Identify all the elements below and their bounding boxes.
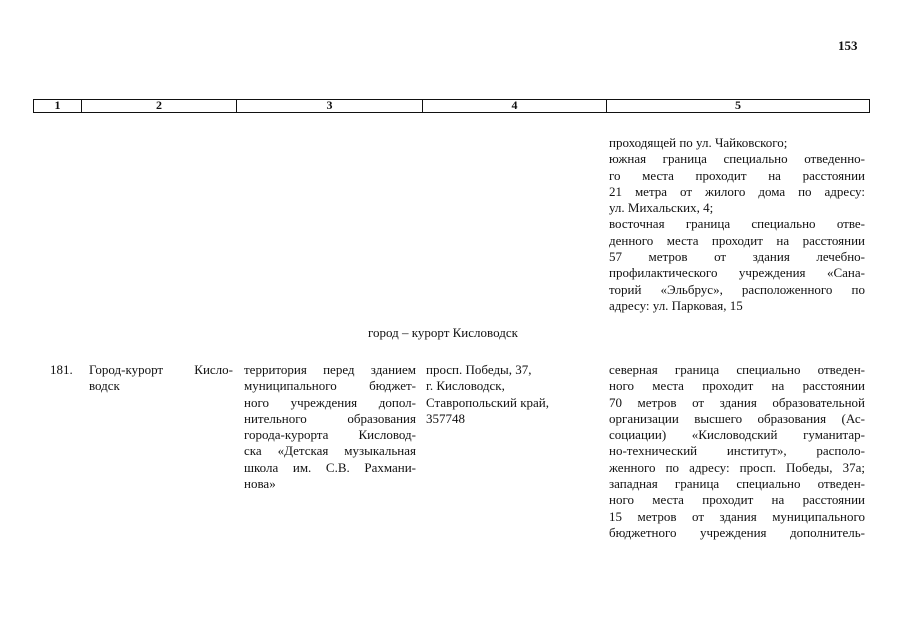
text-line: южная граница специально отведенно- bbox=[609, 151, 865, 167]
text-line: торий «Эльбрус», расположенного по bbox=[609, 281, 865, 297]
row-col4 bbox=[426, 362, 576, 427]
column-header-1: 1 bbox=[34, 100, 82, 112]
text-line: Город-курорт Кисло- bbox=[89, 362, 233, 377]
text-line: просп. Победы, 37, bbox=[426, 362, 532, 377]
column-header-row bbox=[33, 99, 870, 113]
column-header-2: 2 bbox=[82, 100, 237, 112]
column-header-4: 4 bbox=[423, 100, 607, 112]
text-line: женного по адресу: просп. Победы, 37а; bbox=[609, 459, 865, 475]
continuation-text bbox=[609, 135, 865, 314]
page-number: 153 bbox=[838, 38, 858, 53]
text-line: 15 метров от здания муниципального bbox=[609, 508, 865, 524]
text-line: ска «Детская музыкальная bbox=[244, 443, 416, 459]
row-col2 bbox=[89, 362, 233, 395]
text-line: ул. Михальских, 4; bbox=[609, 200, 714, 216]
row-col5 bbox=[609, 362, 865, 541]
column-header-3: 3 bbox=[237, 100, 423, 112]
text-line: го места проходит на расстоянии bbox=[609, 167, 865, 183]
row-number: 181. bbox=[50, 362, 73, 377]
text-line: г. Кисловодск, bbox=[426, 378, 505, 394]
text-line: нова» bbox=[244, 476, 276, 492]
text-line: социации) «Кисловодский гуманитар- bbox=[609, 427, 865, 443]
text-line: 57 метров от здания лечебно- bbox=[609, 249, 865, 265]
text-line: 70 метров от здания образовательной bbox=[609, 394, 865, 410]
text-line: адресу: ул. Парковая, 15 bbox=[609, 297, 743, 313]
text-line: ного места проходит на расстоянии bbox=[609, 378, 865, 394]
text-line: ного учреждения допол- bbox=[244, 394, 416, 410]
text-line: денного места проходит на расстоянии bbox=[609, 232, 865, 248]
text-line: города-курорта Кисловод- bbox=[244, 427, 416, 443]
text-line: Ставропольский край, bbox=[426, 394, 549, 410]
text-line: нительного образования bbox=[244, 410, 416, 426]
text-line: проходящей по ул. Чайковского; bbox=[609, 135, 788, 150]
column-header-5: 5 bbox=[735, 98, 741, 112]
text-line: профилактического учреждения «Сана- bbox=[609, 265, 865, 281]
text-line: бюджетного учреждения дополнитель- bbox=[609, 524, 865, 540]
text-line: 357748 bbox=[426, 410, 465, 426]
text-line: муниципального бюджет- bbox=[244, 378, 416, 394]
text-line: западная граница специально отведен- bbox=[609, 476, 865, 492]
text-line: но-технический институт», располо- bbox=[609, 443, 865, 459]
text-line: территория перед зданием bbox=[244, 362, 416, 377]
city-heading: город – курорт Кисловодск bbox=[368, 325, 518, 340]
text-line: организации высшего образования (Ас- bbox=[609, 410, 865, 426]
text-line: северная граница специально отведен- bbox=[609, 362, 865, 377]
text-line: ного места проходит на расстоянии bbox=[609, 492, 865, 508]
text-line: водск bbox=[89, 378, 120, 394]
text-line: школа им. С.В. Рахмани- bbox=[244, 459, 416, 475]
row-col3 bbox=[244, 362, 416, 492]
text-line: восточная граница специально отве- bbox=[609, 216, 865, 232]
text-line: 21 метра от жилого дома по адресу: bbox=[609, 183, 865, 199]
